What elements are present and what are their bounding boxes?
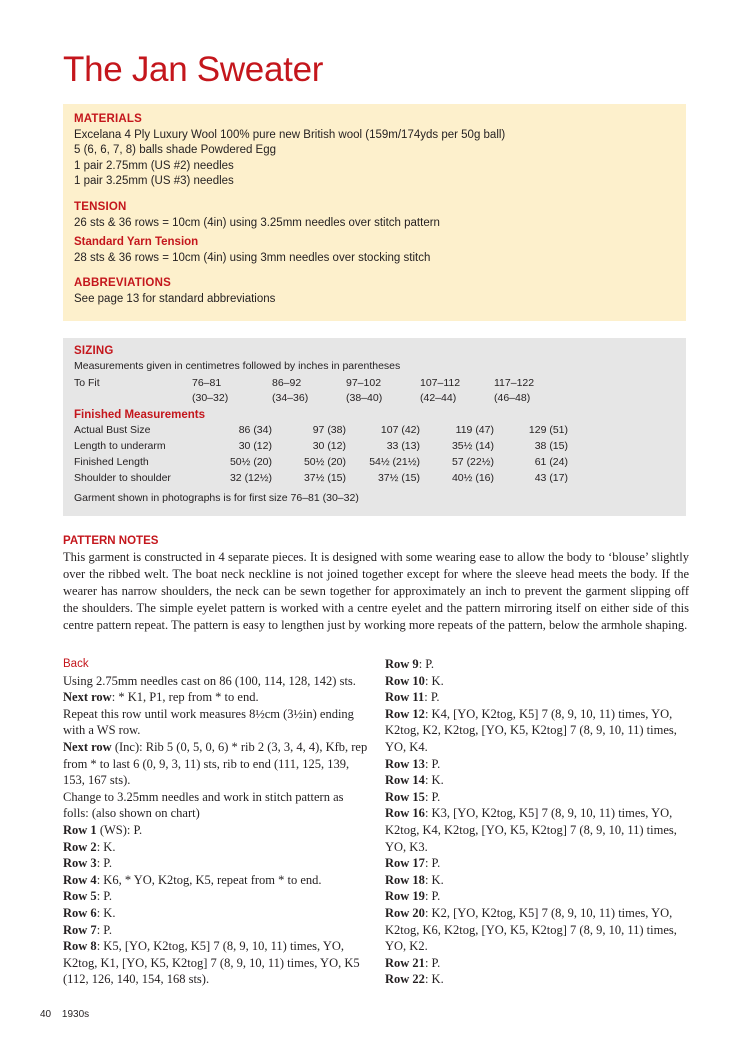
abbreviations-heading: ABBREVIATIONS xyxy=(74,277,171,290)
measure-label: Finished Length xyxy=(74,456,149,468)
instruction-text: Repeat this row until work measures 8½cm (3½in) ending with a WS row. xyxy=(63,706,354,738)
instruction-text: : P. xyxy=(424,889,441,904)
instruction-line xyxy=(385,805,690,855)
instruction-line xyxy=(385,855,690,872)
instruction-text: : * K1, P1, rep from * to end. xyxy=(111,690,259,705)
tension-heading: TENSION xyxy=(74,200,127,213)
instruction-row-label: Row 3 xyxy=(63,856,97,871)
to-fit-label: To Fit xyxy=(74,377,100,389)
instruction-line xyxy=(385,756,690,773)
instruction-text: : K5, [YO, K2tog, K5] 7 (8, 9, 10, 11) times, YO, K2tog, K1, [YO, K5, K2tog] 7 (8, 9, 10, 11) times, YO, K5 (112, 126, 140, 154, 168 sts). xyxy=(63,939,360,987)
measure-value: 37½ (15) xyxy=(377,472,420,484)
instruction-text: : K. xyxy=(424,872,444,887)
instruction-line xyxy=(385,689,690,706)
page-number: 40 xyxy=(40,1009,52,1020)
measure-value: 43 (17) xyxy=(534,472,568,484)
sizing-heading: SIZING xyxy=(74,345,114,357)
to-fit-cm: 76–81 xyxy=(192,377,222,389)
instruction-line xyxy=(63,905,368,922)
measure-value: 57 (22½) xyxy=(451,456,494,468)
instruction-line xyxy=(63,822,368,839)
instruction-row-label: Row 20 xyxy=(385,905,425,920)
measure-value: 35½ (14) xyxy=(451,440,494,452)
instruction-row-label: Row 10 xyxy=(385,673,425,688)
measure-value: 33 (13) xyxy=(386,440,420,452)
measure-label: Length to underarm xyxy=(74,440,166,452)
instruction-row-label: Next row xyxy=(63,690,112,705)
instruction-line xyxy=(385,955,690,972)
instruction-line xyxy=(63,789,368,822)
instruction-line xyxy=(385,971,690,988)
instruction-text: : P. xyxy=(424,789,441,804)
instruction-row-label: Row 11 xyxy=(385,690,425,705)
section-label: 1930s xyxy=(61,1009,90,1020)
instruction-line xyxy=(385,706,690,756)
instruction-text: : P. xyxy=(96,856,112,871)
instruction-text: : P. xyxy=(424,856,441,871)
instruction-text: : P. xyxy=(424,955,441,970)
instruction-text: : K6, * YO, K2tog, K5, repeat from * to end. xyxy=(96,872,322,887)
measure-value: 107 (42) xyxy=(380,424,420,436)
to-fit-cm: 117–122 xyxy=(494,377,535,389)
instruction-line xyxy=(63,739,368,789)
instruction-row-label: Row 12 xyxy=(385,706,425,721)
instruction-text: : P. xyxy=(424,690,440,705)
instruction-line xyxy=(63,839,368,856)
instruction-row-label: Row 21 xyxy=(385,955,425,970)
instruction-line xyxy=(63,938,368,988)
measure-value: 119 (47) xyxy=(455,424,494,436)
instruction-row-label: Row 13 xyxy=(385,756,425,771)
finished-measurements-heading: Finished Measurements xyxy=(74,409,206,421)
instruction-row-label: Row 19 xyxy=(385,889,425,904)
measure-value: 86 (34) xyxy=(238,424,272,436)
sizing-note: Garment shown in photographs is for first size 76–81 (30–32) xyxy=(74,492,359,504)
instruction-text: (WS): P. xyxy=(96,822,143,837)
instruction-row-label: Row 14 xyxy=(385,773,425,788)
materials-line: 1 pair 2.75mm (US #2) needles xyxy=(74,159,234,172)
measure-value: 54½ (21½) xyxy=(369,456,420,468)
to-fit-in: (46–48) xyxy=(494,392,531,404)
back-right-column xyxy=(385,656,690,988)
sizing-box xyxy=(63,338,686,516)
instruction-text: : K4, [YO, K2tog, K5] 7 (8, 9, 10, 11) times, YO, K2tog, K2, K2tog, [YO, K5, K2tog] 7 (8, 9, 10, 11) times, YO, K4. xyxy=(385,706,677,754)
back-heading: Back xyxy=(63,658,89,670)
to-fit-in: (38–40) xyxy=(346,392,383,404)
instruction-text: : P. xyxy=(96,889,112,904)
instruction-text: : K. xyxy=(96,905,116,920)
instruction-text: : P. xyxy=(96,922,112,937)
measure-value: 32 (12½) xyxy=(229,472,272,484)
instruction-row-label: Row 15 xyxy=(385,789,425,804)
measure-value: 37½ (15) xyxy=(303,472,346,484)
measure-value: 30 (12) xyxy=(312,440,346,452)
instruction-line xyxy=(63,872,368,889)
instruction-row-label: Row 2 xyxy=(63,839,97,854)
instruction-text: : K. xyxy=(424,673,444,688)
instruction-text: : P. xyxy=(424,756,441,771)
measure-value: 50½ (20) xyxy=(303,456,346,468)
measure-value: 30 (12) xyxy=(238,440,272,452)
instruction-line xyxy=(385,789,690,806)
instruction-row-label: Row 22 xyxy=(385,972,425,987)
instruction-line xyxy=(63,673,368,690)
instruction-line xyxy=(385,656,690,673)
instruction-text: : K. xyxy=(96,839,116,854)
instruction-line xyxy=(63,888,368,905)
instruction-row-label: Row 17 xyxy=(385,856,425,871)
page-footer xyxy=(40,1009,97,1020)
abbreviations-text: See page 13 for standard abbreviations xyxy=(74,292,276,305)
measure-label: Shoulder to shoulder xyxy=(74,472,171,484)
to-fit-in: (34–36) xyxy=(272,392,309,404)
materials-box xyxy=(63,104,686,321)
instruction-line xyxy=(63,689,368,706)
page-title: The Jan Sweater xyxy=(63,50,324,89)
instruction-text: : K3, [YO, K2tog, K5] 7 (8, 9, 10, 11) times, YO, K2tog, K4, K2tog, [YO, K5, K2tog] 7 (8, 9, 10, 11) times, YO, K3. xyxy=(385,806,677,854)
instruction-line xyxy=(385,888,690,905)
materials-line: Excelana 4 Ply Luxury Wool 100% pure new British wool (159m/174yds per 50g ball) xyxy=(74,128,506,141)
instruction-row-label: Row 9 xyxy=(385,657,419,671)
standard-tension-text: 28 sts & 36 rows = 10cm (4in) using 3mm needles over stocking stitch xyxy=(74,251,431,264)
pattern-notes-body: This garment is constructed in 4 separate pieces. It is designed with some wearing ease to allow the body to ‘blouse’ slightly over the ribbed welt. The boat neck neckline is not joined together except for where the sleeve head meets the body. If the wearer has narrow shoulders, the neck can be sewn together for approximately an inch to prevent the garment slipping off the shoulders. The simple eyelet pattern is worked with a centre eyelet and the pattern mirroring itself on either side of this centre pattern repeat. The pattern is easy to lengthen just by working more repeats of the pattern, below the armhole shaping. xyxy=(63,550,689,632)
sizing-intro: Measurements given in centimetres followed by inches in parentheses xyxy=(74,360,401,372)
instruction-text: (Inc): Rib 5 (0, 5, 0, 6) * rib 2 (3, 3, 4, 4), Kfb, rep from * to last 6 (0, 9, 3, 11) sts, rib to end (111, 125, 139, 153, 167 sts). xyxy=(63,739,368,788)
instruction-row-label: Next row xyxy=(63,739,112,754)
materials-line: 1 pair 3.25mm (US #3) needles xyxy=(74,175,234,188)
instruction-line xyxy=(63,855,368,872)
instruction-line xyxy=(385,673,690,690)
instruction-text: : P. xyxy=(418,657,434,671)
instruction-line xyxy=(63,706,368,739)
measure-value: 61 (24) xyxy=(534,456,568,468)
standard-tension-heading: Standard Yarn Tension xyxy=(74,236,199,249)
to-fit-in: (30–32) xyxy=(192,392,229,404)
measure-value: 40½ (16) xyxy=(451,472,494,484)
to-fit-cm: 107–112 xyxy=(420,377,461,389)
pattern-notes-heading: PATTERN NOTES xyxy=(63,535,159,547)
instruction-text: : K. xyxy=(424,972,444,987)
instruction-row-label: Row 8 xyxy=(63,939,97,954)
materials-line: 5 (6, 6, 7, 8) balls shade Powdered Egg xyxy=(74,144,277,157)
instruction-text: Using 2.75mm needles cast on 86 (100, 114, 128, 142) sts. xyxy=(63,673,356,688)
sizing-table xyxy=(74,376,568,487)
instruction-line xyxy=(385,905,690,955)
back-left-column xyxy=(63,656,368,988)
instruction-row-label: Row 4 xyxy=(63,872,97,887)
tension-text: 26 sts & 36 rows = 10cm (4in) using 3.25mm needles over stitch pattern xyxy=(74,216,440,229)
instruction-line xyxy=(385,872,690,889)
measure-value: 50½ (20) xyxy=(229,456,272,468)
instruction-row-label: Row 18 xyxy=(385,872,425,887)
instruction-row-label: Row 1 xyxy=(63,822,97,837)
to-fit-cm: 86–92 xyxy=(272,377,302,389)
measure-value: 38 (15) xyxy=(534,440,568,452)
to-fit-in: (42–44) xyxy=(420,392,457,404)
instruction-row-label: Row 16 xyxy=(385,806,425,821)
instruction-row-label: Row 6 xyxy=(63,905,97,920)
measure-value: 97 (38) xyxy=(312,424,346,436)
instruction-text: : K2, [YO, K2tog, K5] 7 (8, 9, 10, 11) times, YO, K2tog, K6, K2tog, [YO, K5, K2tog] 7 (8, 9, 10, 11) times, YO, K2. xyxy=(385,905,677,954)
measure-label: Actual Bust Size xyxy=(74,424,151,436)
instruction-row-label: Row 5 xyxy=(63,889,97,904)
instruction-row-label: Row 7 xyxy=(63,922,97,937)
instruction-text: Change to 3.25mm needles and work in stitch pattern as folls: (also shown on chart) xyxy=(63,789,344,821)
instruction-line xyxy=(385,772,690,789)
instruction-text: : K. xyxy=(424,773,444,788)
measure-value: 129 (51) xyxy=(528,424,568,436)
materials-heading: MATERIALS xyxy=(74,113,143,125)
to-fit-cm: 97–102 xyxy=(346,377,382,389)
instruction-line xyxy=(63,922,368,939)
